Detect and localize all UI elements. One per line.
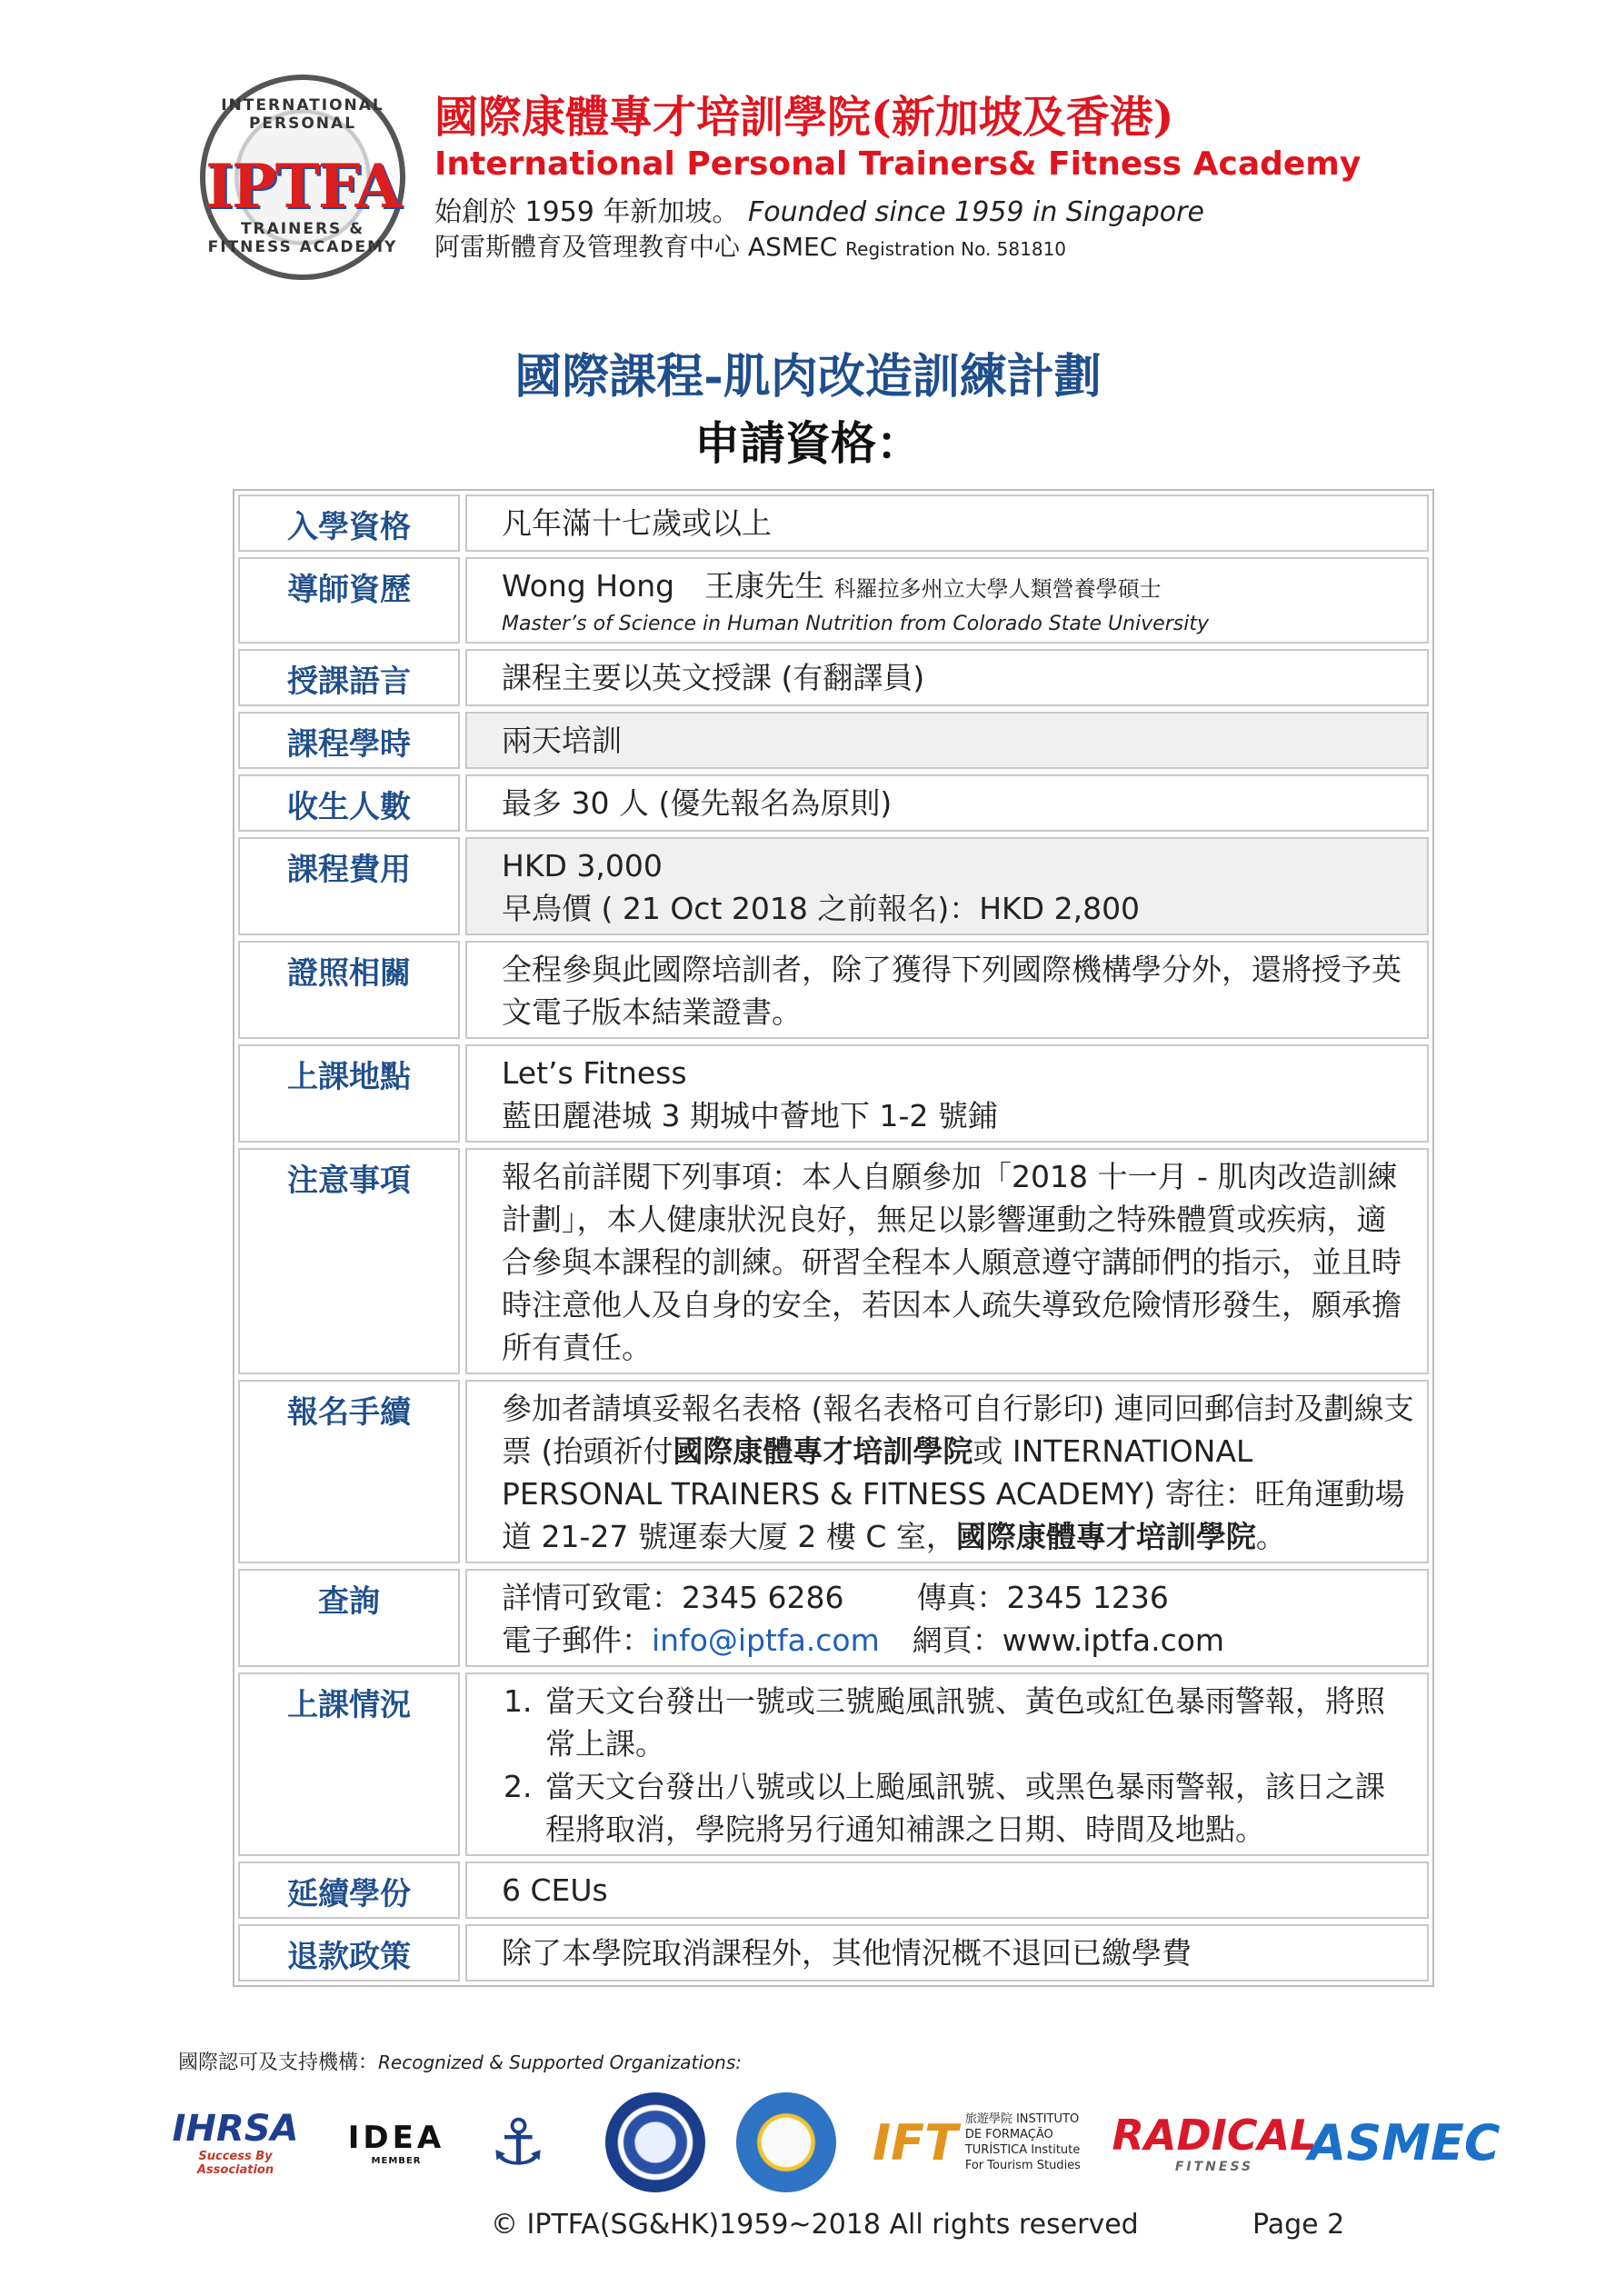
- ihrsa-logo: [167, 2092, 304, 2192]
- row-value: [465, 1569, 1429, 1667]
- requirements-table: [233, 489, 1434, 1987]
- row-value: [465, 1044, 1429, 1143]
- row-value: 最多 30 人 (優先報名為原則): [465, 774, 1429, 832]
- row-enrolment: [238, 774, 1429, 832]
- ihrsa-logo-text: IHRSA: [172, 2108, 299, 2150]
- venue-name: Let’s Fitness: [502, 1055, 687, 1091]
- row-value: 除了本學院取消課程外，其他情況概不退回已繳學費: [465, 1924, 1429, 1982]
- founded-line: [434, 189, 1204, 229]
- page-subtitle: 申請資格：: [694, 417, 922, 470]
- row-value: 凡年滿十七歲或以上: [465, 494, 1429, 552]
- organizations-label: [178, 2047, 742, 2075]
- idea-logo-text: IDEA: [347, 2119, 445, 2156]
- row-certificate: [238, 941, 1429, 1039]
- instructor-degree-cn: 科羅拉多州立大學人類營養學碩士: [833, 576, 1162, 602]
- row-label: 報名手續: [238, 1380, 460, 1563]
- row-hours: [238, 712, 1429, 769]
- asmec-logo: [1308, 2092, 1501, 2192]
- row-value: 6 CEUs: [465, 1862, 1429, 1919]
- row-label: 授課語言: [238, 649, 460, 706]
- row-fee: [238, 837, 1429, 935]
- asmec-logo-text: ASMEC: [1308, 2113, 1501, 2171]
- row-label: 退款政策: [238, 1924, 460, 1982]
- weather-item: 1. 當天文台發出一號或三號颱風訊號、黃色或紅色暴雨警報，將照常上課。: [542, 1680, 1414, 1765]
- row-label: 查詢: [238, 1569, 460, 1667]
- logo-bottom-text: TRAINERS & FITNESS ACADEMY: [207, 220, 398, 256]
- row-notes: [238, 1148, 1429, 1374]
- university-seal-icon: [605, 2092, 705, 2192]
- row-label: 課程學時: [238, 712, 460, 769]
- row-value: [465, 1672, 1429, 1856]
- academy-logo: [200, 75, 405, 280]
- row-instructor: [238, 557, 1429, 644]
- row-enquiry: [238, 1569, 1429, 1667]
- radical-fitness-logo: [1112, 2092, 1317, 2192]
- row-language: [238, 649, 1429, 706]
- asmec-cn: 阿雷斯體育及管理教育中心: [434, 232, 741, 262]
- website-link[interactable]: 網頁：www.iptfa.com: [912, 1622, 1225, 1658]
- row-label: 延續學份: [238, 1862, 460, 1919]
- radical-tagline: FITNESS: [1174, 2160, 1254, 2174]
- idea-logo: [342, 2092, 451, 2192]
- idea-tagline: MEMBER: [371, 2155, 422, 2166]
- founded-en: Founded since 1959 in Singapore: [747, 196, 1204, 228]
- page-number: Page 2: [1252, 2209, 1345, 2241]
- ift-tagline: 旅遊學院 INSTITUTO DE FORMAÇÃO TURÍSTICA Institute For Tourism Studies: [964, 2112, 1081, 2172]
- asmec-line: [434, 227, 1066, 264]
- row-value: 全程參與此國際培訓者，除了獲得下列國際機構學分外，還將授予英文電子版本結業證書。: [465, 941, 1429, 1039]
- orgs-label-en: Recognized & Supported Organizations:: [378, 2051, 742, 2073]
- enquiry-fax: 傳真：2345 1236: [916, 1580, 1169, 1615]
- procedure-text-1: 參加者請填妥報名表格 (報名表格可自行影印) 連同回郵信封及劃線支票 (抬頭祈付: [502, 1391, 1414, 1469]
- row-label: 證照相關: [238, 941, 460, 1039]
- copyright: © IPTFA(SG&HK)1959~2018 All rights reserved: [491, 2209, 1139, 2241]
- asmec-en: ASMEC: [747, 232, 838, 262]
- registration-no: Registration No. 581810: [845, 238, 1067, 260]
- ihrsa-tagline: Success By Association: [196, 2150, 274, 2177]
- venue-address: 藍田麗港城 3 期城中薈地下 1-2 號鋪: [502, 1098, 998, 1133]
- row-label: 入學資格: [238, 494, 460, 552]
- row-label: 導師資歷: [238, 557, 460, 644]
- instructor-name: Wong Hong 王康先生: [502, 568, 825, 604]
- procedure-text-3: 。: [1255, 1519, 1286, 1554]
- ift-logo: [873, 2092, 1091, 2192]
- logo-mark: IPTFA: [205, 151, 400, 222]
- row-value: 兩天培訓: [465, 712, 1429, 769]
- procedure-text-2: 或 INTERNATIONAL PERSONAL TRAINERS & FITNESS ACADEMY) 寄往：旺角運動場道 21-27 號運泰大厦 2 樓 C 室，: [502, 1433, 1405, 1554]
- row-value: 課程主要以英文授課 (有翻譯員): [465, 649, 1429, 706]
- logo-top-text: INTERNATIONAL PERSONAL: [221, 96, 384, 133]
- anchor-shield-icon: ⚓: [489, 2105, 547, 2180]
- founded-cn: 始創於 1959 年新加坡。: [434, 196, 740, 228]
- procedure-academy-name: 國際康體專才培訓學院: [673, 1433, 973, 1469]
- academy-name-cn: 國際康體專才培訓學院(新加坡及香港): [434, 92, 1174, 143]
- college-seal-icon: [736, 2092, 836, 2192]
- row-label: 收生人數: [238, 774, 460, 832]
- fee-regular: HKD 3,000: [502, 848, 663, 883]
- row-value: 報名前詳閱下列事項：本人自願參加「2018 十一月 - 肌肉改造訓練計劃」，本人健康狀況良好，無足以影響運動之特殊體質或疾病，適合參與本課程的訓練。研習全程本人願意遵守講師們的指示，並且時時注意他人及自身的安全，若因本人疏失導致危險情形發生，願承擔所有責任。: [465, 1148, 1429, 1374]
- row-label: 上課地點: [238, 1044, 460, 1143]
- row-value: [465, 837, 1429, 935]
- academy-name-en: International Personal Trainers& Fitness Academy: [434, 145, 1362, 183]
- ift-logo-text: IFT: [873, 2113, 958, 2171]
- row-value: [465, 1380, 1429, 1563]
- procedure-academy-name-2: 國際康體專才培訓學院: [955, 1519, 1256, 1554]
- row-label: 上課情況: [238, 1672, 460, 1856]
- enquiry-phone: 詳情可致電：2345 6286: [502, 1580, 844, 1615]
- orgs-label-cn: 國際認可及支持機構：: [178, 2051, 379, 2074]
- row-procedure: [238, 1380, 1429, 1563]
- row-value: [465, 557, 1429, 644]
- radical-logo-text: RADICAL: [1112, 2111, 1317, 2160]
- row-refund: [238, 1924, 1429, 1982]
- email-link[interactable]: info@iptfa.com: [652, 1622, 880, 1658]
- page-title: 國際課程-肌肉改造訓練計劃: [514, 349, 1102, 404]
- email-label: 電子郵件：: [502, 1622, 652, 1658]
- weather-item: 2. 當天文台發出八號或以上颱風訊號、或黑色暴雨警報，該日之課程將取消，學院將另行通知補課之日期、時間及地點。: [542, 1765, 1414, 1851]
- row-ceu: [238, 1862, 1429, 1919]
- row-label: 課程費用: [238, 837, 460, 935]
- fee-early-bird: 早鳥價 ( 21 Oct 2018 之前報名)：HKD 2,800: [502, 891, 1141, 926]
- row-weather: [238, 1672, 1429, 1856]
- instructor-degree-en: Master’s of Science in Human Nutrition from Colorado State University: [502, 613, 1209, 635]
- row-label: 注意事項: [238, 1148, 460, 1374]
- row-admission: [238, 494, 1429, 552]
- row-venue: [238, 1044, 1429, 1143]
